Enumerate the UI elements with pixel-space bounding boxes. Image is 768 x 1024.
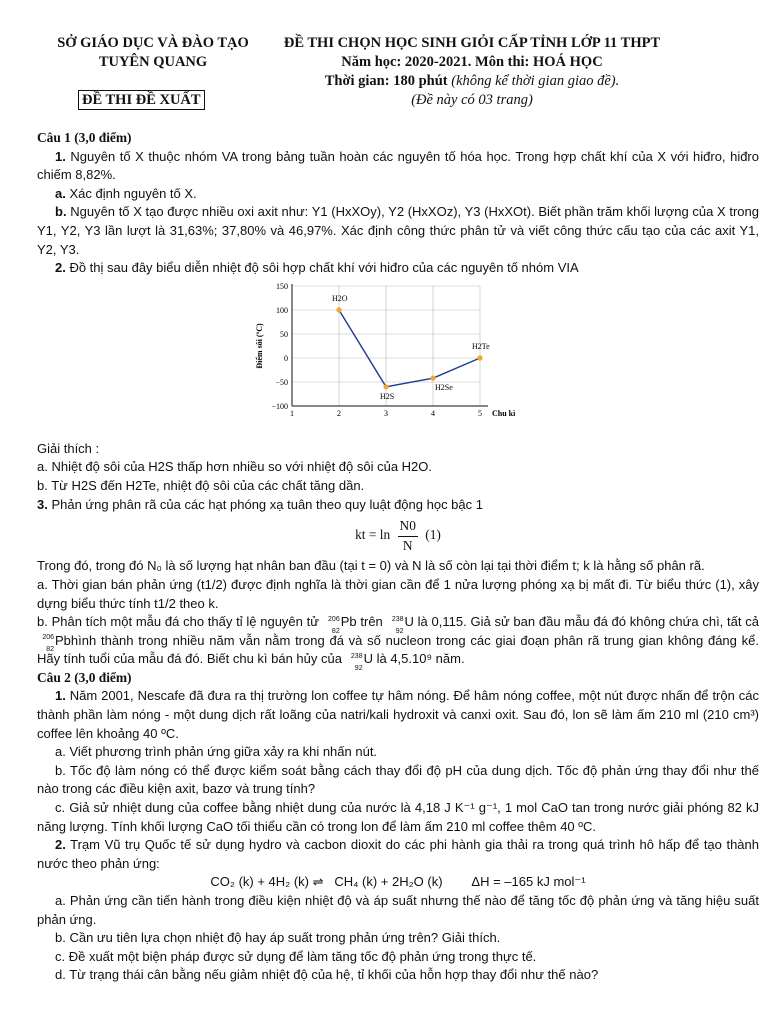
exam-title: ĐỀ THI CHỌN HỌC SINH GIỎI CẤP TỈNH LỚP 11 THPT	[283, 35, 661, 51]
q1-part1-b: b. Nguyên tố X tạo được nhiều oxi axit như: Y1 (HxXOy), Y2 (HxXOz), Y3 (HxXOt). Biết phần trăm khối lượng của X trong Y1, Y2, Y3 lần lượt là 31,63%; 37,80% và 46,97%. Xác định công thức phân tử và viết công thức cấu tạo của các axit Y1, Y2, Y3.	[37, 204, 759, 257]
q2-part2-a: a. Phản ứng cần tiến hành trong điều kiện nhiệt độ và áp suất nhưng thế nào để tăng tốc độ phản ứng và tăng hiệu suất phản ứng.	[37, 893, 759, 927]
exam-duration: Thời gian: 180 phút (không kể thời gian giao đề).	[324, 73, 620, 89]
isotope-u238: 238 92	[391, 615, 404, 635]
exam-title-block	[262, 34, 682, 110]
q1-part3-b: b. Phân tích một mẫu đá cho thấy tỉ lệ nguyên tử 206 82 Pb trên 238 92 U là 0,115. Giả sử ban đầu mẫu đá đó không chứa chì, tất cả 206 82 Pbhình thành trong nhiều năm vẫn nằm trong đá và số nucleon trong các giai đoạn phân rã trung gian không đáng kể. Hãy tính tuổi của mẫu đá đó. Biết chu kì bán hủy của 238 92 U là 4,5.10⁹ năm.	[37, 614, 759, 672]
data-point	[383, 384, 388, 389]
x-tick-label: 2	[337, 408, 341, 418]
issuer-block	[38, 34, 268, 72]
data-point	[336, 307, 341, 312]
q1-part3: 3. Phản ứng phân rã của các hạt phóng xạ tuân theo quy luật động học bậc 1	[37, 496, 483, 512]
x-axis-label: Chu kì	[492, 408, 516, 418]
x-tick-label: 1	[290, 408, 294, 418]
isotope-u238-b: 238 92	[350, 652, 363, 672]
exam-body	[37, 129, 759, 985]
y-tick-label: 50	[280, 329, 288, 339]
formula-denominator: N	[402, 537, 413, 553]
y-tick-label: 100	[276, 305, 288, 315]
x-tick-label: 3	[384, 408, 388, 418]
proposal-label: ĐỀ THI ĐỀ XUẤT	[78, 90, 205, 110]
y-tick-label: −100	[271, 401, 288, 411]
issuer-name: SỞ GIÁO DỤC VÀ ĐÀO TẠO	[57, 35, 249, 51]
y-tick-label: 150	[276, 281, 288, 291]
decay-formula	[37, 517, 759, 555]
q2-part2: 2. Trạm Vũ trụ Quốc tế sử dụng hydro và cacbon dioxit do các phi hành gia thải ra trong quá trình hô hấp để tạo thành nước theo phản ứng:	[37, 837, 759, 871]
q1-explain-b: b. Từ H2S đến H2Te, nhiệt độ sôi của các chất tăng dần.	[37, 477, 365, 493]
x-tick-label: 5	[478, 408, 482, 418]
issuer-province: TUYÊN QUANG	[98, 54, 208, 70]
q1-part3-a: a. Thời gian bán phản ứng (t1/2) được định nghĩa là thời gian cần để 1 nửa lượng phóng xạ bị mất đi. Từ biểu thức (1), xây dựng biểu thức tính t1/2 theo k.	[37, 576, 759, 611]
boiling-point-chart	[37, 278, 759, 440]
q2-part1-b: b. Tốc độ làm nóng có thể được kiểm soát bằng cách thay đổi độ pH của dung dịch. Tốc độ phản ứng thay đổi như thế nào trong các điều kiện axit, bazơ và trung tính?	[37, 762, 759, 797]
exam-page-count: (Đề này có 03 trang)	[411, 92, 533, 108]
formula-numerator: N0	[398, 517, 418, 537]
isotope-pb206-b: 206 82	[42, 634, 54, 654]
q1-title: Câu 1 (3,0 điểm)	[37, 130, 132, 145]
exam-year-subject: Năm học: 2020-2021. Môn thi: HOÁ HỌC	[341, 54, 603, 70]
data-point	[430, 375, 435, 380]
point-label: H2S	[380, 391, 395, 401]
formula-tag: (1)	[425, 527, 441, 543]
q1-part2: 2. Đồ thị sau đây biểu diễn nhiệt độ sôi hợp chất khí với hiđro của các nguyên tố nhóm VIA	[55, 260, 579, 276]
q1-part1: 1. Nguyên tố X thuộc nhóm VA trong bảng tuần hoàn các nguyên tố hóa học. Trong hợp chất khí của X với hiđro, hiđro chiếm 8,82%.	[37, 148, 759, 183]
q2-part1: 1. Năm 2001, Nescafe đã đưa ra thị trường lon coffee tự hâm nóng. Để hâm nóng coffee, một nút được nhấn để trộn các thành phần làm nóng - một dung dịch rất loãng của natri/kali hydroxit và canxi oxit. Sau đó, lon sẽ làm ấm 210 ml (210 cm³) coffee lên khoảng 40 ºC.	[37, 688, 759, 741]
q2-part2-b: b. Cần ưu tiên lựa chọn nhiệt độ hay áp suất trong phản ứng trên? Giải thích.	[55, 930, 501, 946]
point-label: H2Te	[472, 341, 490, 351]
q1-explain-label: Giải thích :	[37, 440, 100, 456]
data-point	[477, 355, 482, 360]
point-label: H2Se	[435, 382, 453, 392]
q1-part3-explain: Trong đó, trong đó N₀ là số lượng hạt nhân ban đầu (tại t = 0) và N là số còn lại tại thời điểm t; k là hằng số phân rã.	[37, 558, 705, 574]
q1-explain-a: a. Nhiệt độ sôi của H2S thấp hơn nhiều so với nhiệt độ sôi của H2O.	[37, 459, 433, 475]
y-tick-label: 0	[284, 353, 288, 363]
q2-part2-c: c. Đề xuất một biện pháp được sử dụng để làm tăng tốc độ phản ứng trong thực tế.	[55, 948, 537, 964]
q2-part2-d: d. Từ trạng thái cân bằng nếu giảm nhiệt độ của hệ, tỉ khối của hỗn hợp thay đổi như thế nào?	[55, 967, 599, 983]
isotope-pb206: 206 82	[328, 615, 340, 635]
q2-equation: CO₂ (k) + 4H₂ (k) ⇌ CH₄ (k) + 2H₂O (k) ΔH = –165 kJ mol⁻¹	[210, 874, 586, 890]
formula-left: kt = ln	[355, 527, 391, 543]
q2-part1-a: a. Viết phương trình phản ứng giữa xảy ra khi nhấn nút.	[55, 744, 378, 760]
q2-part1-c: c. Giả sử nhiệt dung của coffee bằng nhiệt dung của nước là 4,18 J K⁻¹ g⁻¹, 1 mol CaO tan trong nước giải phóng 82 kJ năng lượng. Tính khối lượng CaO tối thiểu cần có trong lon để làm ấm 210 ml coffee thêm 40 ºC.	[37, 800, 759, 834]
q1-part1-a: a. Xác định nguyên tố X.	[55, 185, 197, 201]
series-line	[339, 310, 480, 387]
point-label: H2O	[332, 293, 348, 303]
q2-title: Câu 2 (3,0 điểm)	[37, 669, 132, 685]
boiling-point-chart-svg	[240, 278, 540, 438]
y-tick-label: −50	[275, 377, 288, 387]
x-tick-label: 4	[431, 408, 435, 418]
y-axis-label: Điểm sôi (ºC)	[255, 323, 264, 369]
